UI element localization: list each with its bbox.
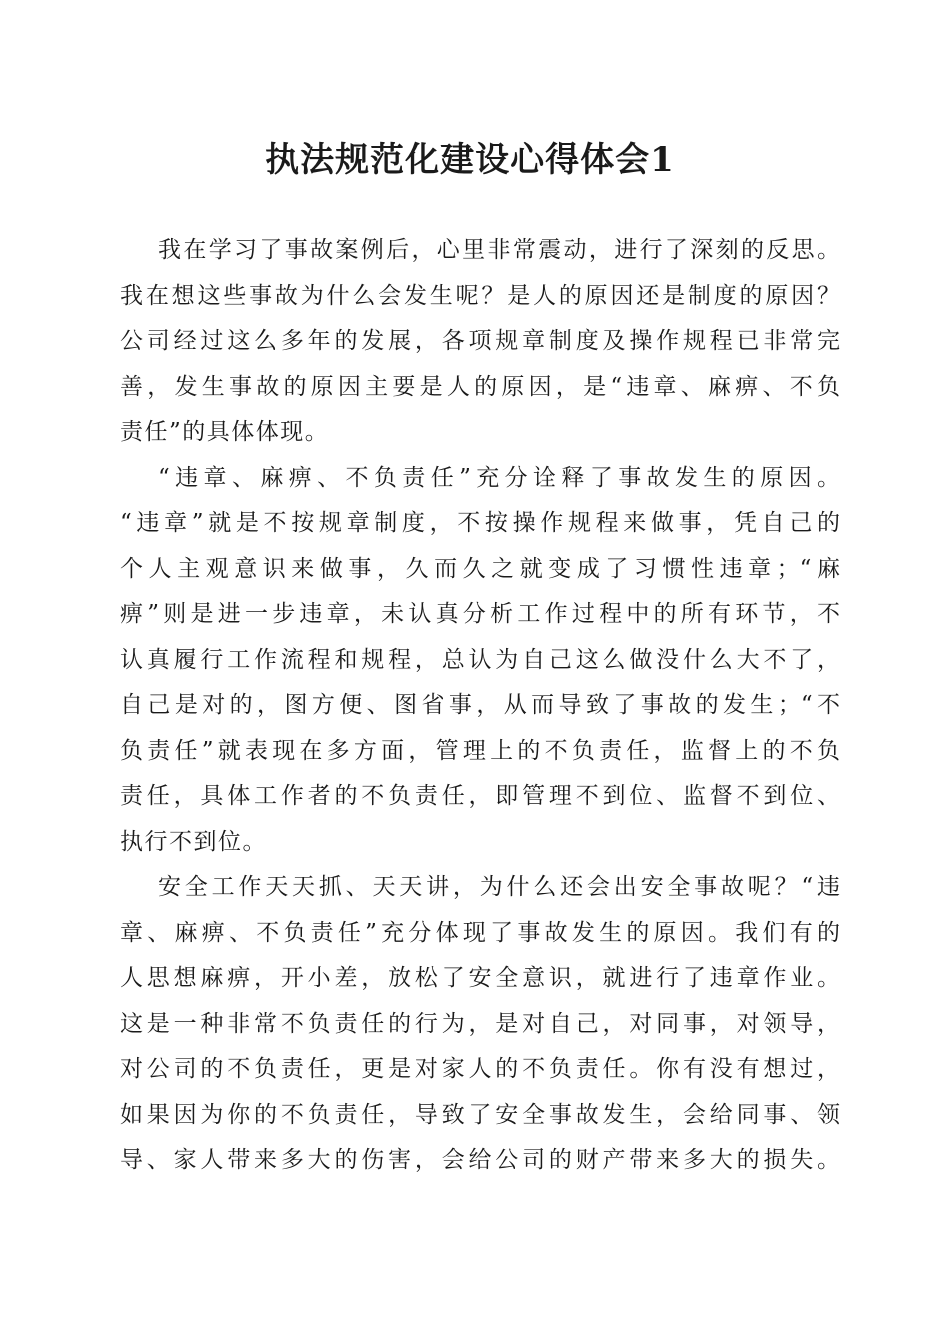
text-line: 如果因为你的不负责任，导致了安全事故发生，会给同事、领 xyxy=(120,1101,840,1128)
text-line: 责任”的具体体现。 xyxy=(120,419,330,445)
text-line: 自己是对的，图方便、图省事，从而导致了事故的发生；“不 xyxy=(120,692,840,718)
text-line: 公司经过这么多年的发展，各项规章制度及操作规程已非常完 xyxy=(120,328,840,354)
document-body xyxy=(120,228,840,1184)
text-line: 个人主观意识来做事，久而久之就变成了习惯性违章；“麻 xyxy=(120,555,840,582)
text-line: 这是一种非常不负责任的行为，是对自己，对同事，对领导， xyxy=(120,1010,840,1037)
text-line: 善，发生事故的原因主要是人的原因，是“违章、麻痹、不负 xyxy=(120,373,840,400)
text-line: 痹”则是进一步违章，未认真分析工作过程中的所有环节，不 xyxy=(120,601,840,627)
text-line: 章、麻痹、不负责任”充分体现了事故发生的原因。我们有的 xyxy=(120,919,840,946)
text-line: 导、家人带来多大的伤害，会给公司的财产带来多大的损失。 xyxy=(120,1147,840,1173)
text-line: “违章、麻痹、不负责任”充分诠释了事故发生的原因。 xyxy=(158,464,840,491)
paragraph-2 xyxy=(120,456,840,866)
text-line: 负责任”就表现在多方面，管理上的不负责任，监督上的不负 xyxy=(120,737,840,764)
text-line: 我在学习了事故案例后，心里非常震动，进行了深刻的反思。 xyxy=(158,237,840,263)
document-title: 执法规范化建设心得体会1 xyxy=(265,140,675,180)
text-line: 我在想这些事故为什么会发生呢？是人的原因还是制度的原因？ xyxy=(120,282,840,309)
text-line: 安全工作天天抓、天天讲，为什么还会出安全事故呢？“违 xyxy=(158,874,840,900)
text-line: 认真履行工作流程和规程，总认为自己这么做没什么大不了， xyxy=(120,646,840,673)
text-line: “违章”就是不按规章制度，不按操作规程来做事，凭自己的 xyxy=(120,510,840,536)
text-line: 对公司的不负责任，更是对家人的不负责任。你有没有想过， xyxy=(120,1056,840,1082)
text-line: 责任，具体工作者的不负责任，即管理不到位、监督不到位、 xyxy=(120,783,840,809)
paragraph-3 xyxy=(120,865,840,1184)
text-line: 人思想麻痹，开小差，放松了安全意识，就进行了违章作业。 xyxy=(120,965,840,991)
paragraph-1 xyxy=(120,228,840,456)
text-line: 执行不到位。 xyxy=(120,828,267,855)
